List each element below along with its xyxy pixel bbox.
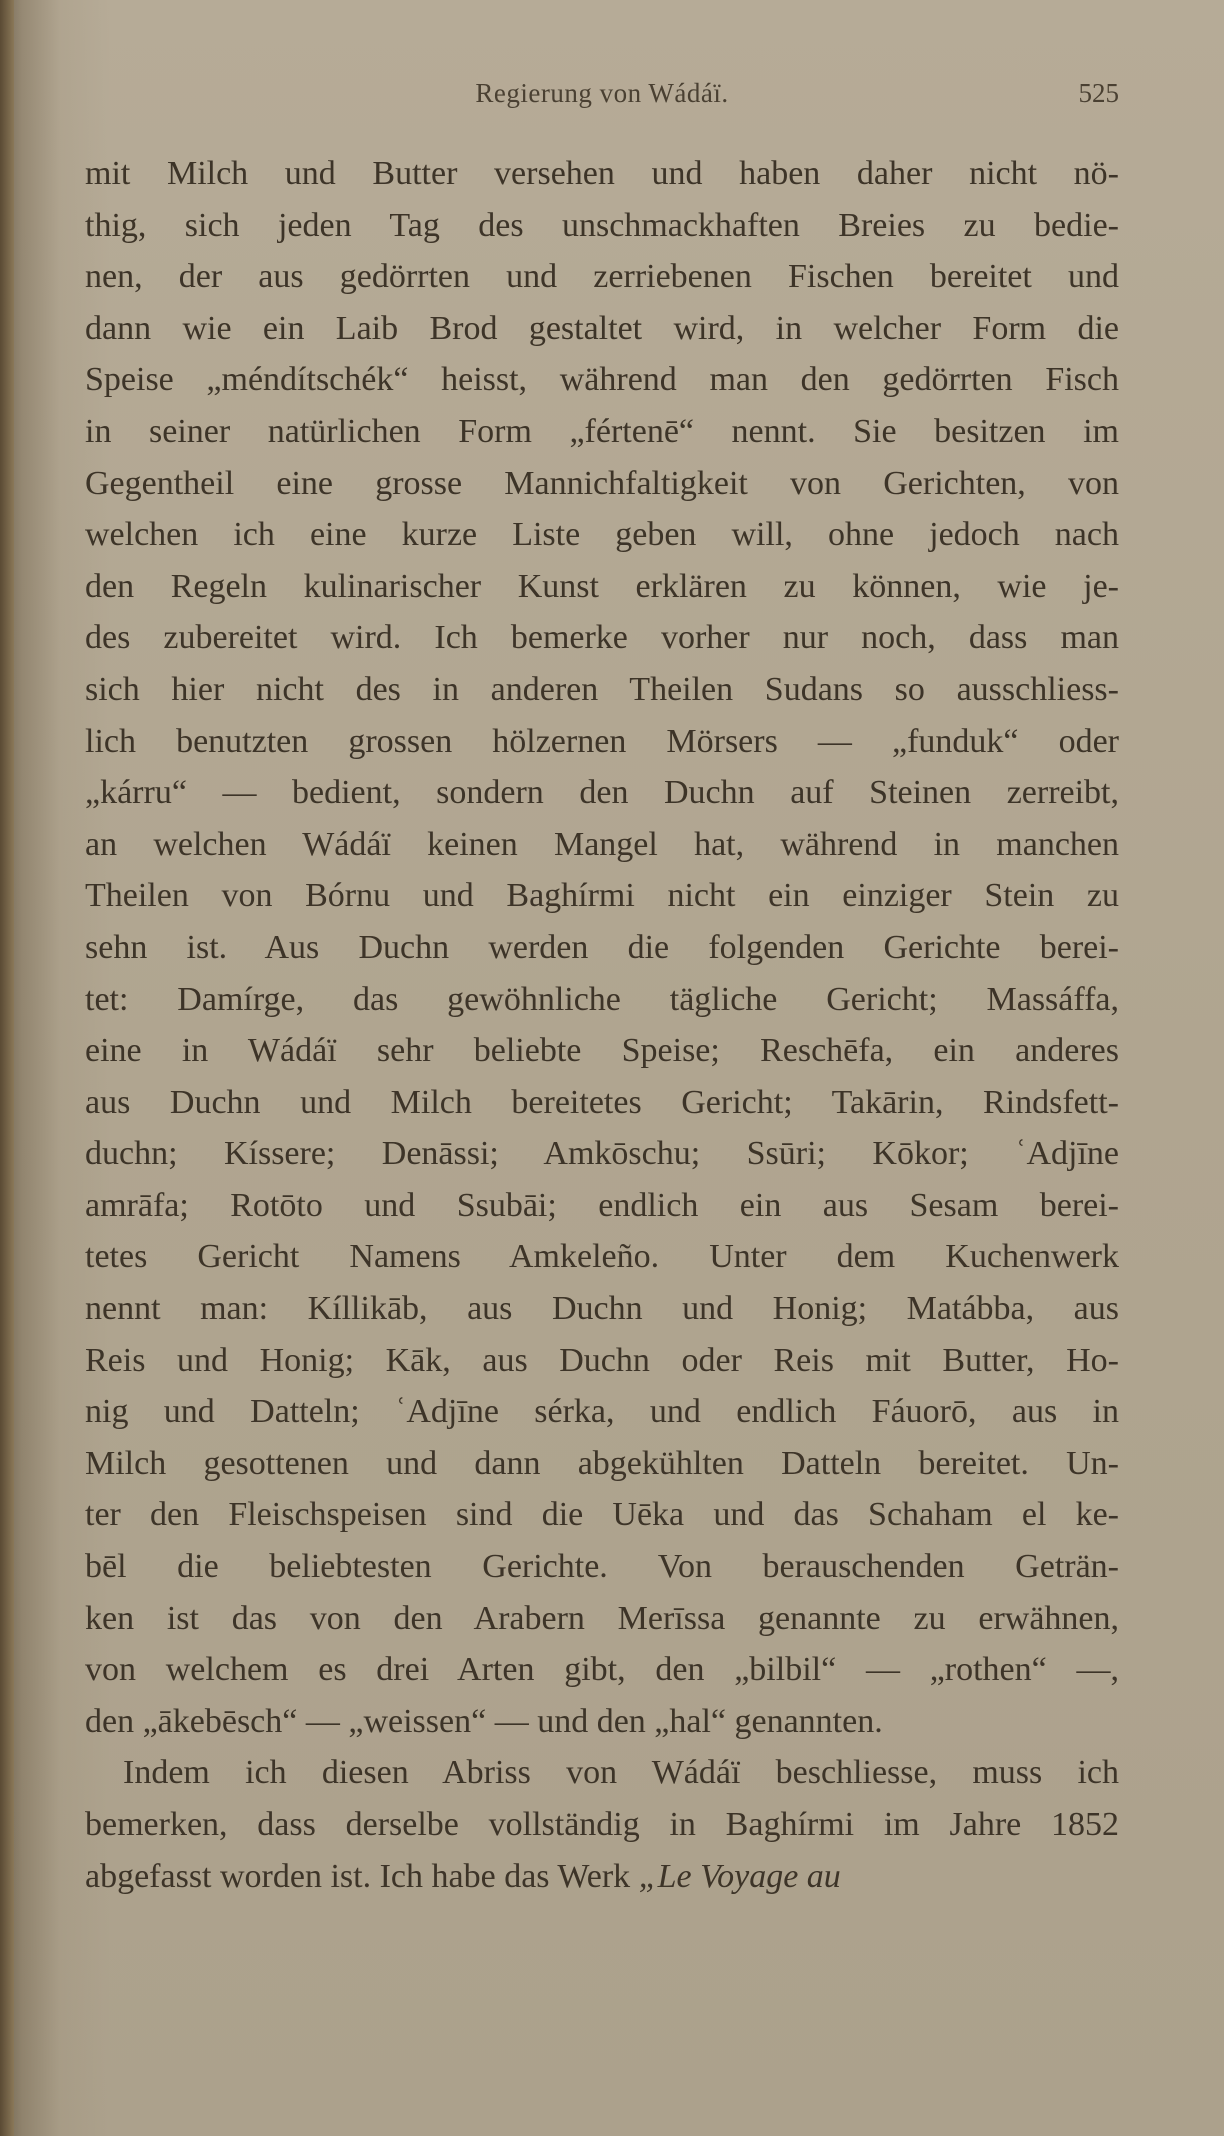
text-line: Gegentheil eine grosse Mannichfaltigkeit von Gerichten, von	[85, 464, 1119, 502]
book-spine-shadow	[0, 0, 14, 2136]
text-line: sich hier nicht des in anderen Theilen Sudans so ausschliess-	[85, 670, 1119, 708]
text-line: in seiner natürlichen Form „fértenē“ nennt. Sie besitzen im	[85, 412, 1119, 450]
text-line: duchn; Kíssere; Denāssi; Amkōschu; Ssūri; Kōkor; ʿAdjīne	[85, 1135, 1119, 1173]
text-line: bēl die beliebtesten Gerichte. Von berauschenden Geträn-	[85, 1548, 1119, 1586]
body-text	[85, 148, 1119, 1902]
text-line: nennt man: Kíllikāb, aus Duchn und Honig; Matábba, aus	[85, 1290, 1119, 1328]
text-line-prefix: abgefasst worden ist. Ich habe das Werk	[85, 1857, 639, 1895]
text-line: von welchem es drei Arten gibt, den „bilbil“ — „rothen“ —,	[85, 1651, 1119, 1689]
text-line: Theilen von Bórnu und Baghírmi nicht ein einziger Stein zu	[85, 877, 1119, 915]
text-line: tetes Gericht Namens Amkeleño. Unter dem Kuchenwerk	[85, 1238, 1119, 1276]
text-line	[85, 1851, 1119, 1903]
text-line: ter den Fleischspeisen sind die Uēka und das Schaham el ke-	[85, 1496, 1119, 1534]
text-line: mit Milch und Butter versehen und haben daher nicht nö-	[85, 155, 1119, 192]
text-line: Milch gesottenen und dann abgekühlten Datteln bereitet. Un-	[85, 1444, 1119, 1482]
page-number: 525	[1078, 78, 1119, 108]
book-title-italic: „Le Voyage au	[638, 1857, 841, 1895]
text-line: dann wie ein Laib Brod gestaltet wird, in welcher Form die	[85, 309, 1119, 347]
text-line: „kárru“ — bedient, sondern den Duchn auf Steinen zerreibt,	[85, 774, 1119, 812]
text-line: eine in Wádáï sehr beliebte Speise; Reschēfa, ein anderes	[85, 1032, 1119, 1070]
running-title: Regierung von Wádáï.	[475, 78, 729, 108]
text-line: den Regeln kulinarischer Kunst erklären zu können, wie je-	[85, 567, 1119, 605]
text-line: amrāfa; Rotōto und Ssubāi; endlich ein aus Sesam berei-	[85, 1186, 1119, 1224]
text-line: welchen ich eine kurze Liste geben will, ohne jedoch nach	[85, 516, 1119, 554]
text-line: Reis und Honig; Kāk, aus Duchn oder Reis mit Butter, Ho-	[85, 1341, 1119, 1379]
text-line: nig und Datteln; ʿAdjīne sérka, und endlich Fáuorō, aus in	[85, 1393, 1119, 1431]
paragraph-final	[85, 1747, 1119, 1902]
text-line: Indem ich diesen Abriss von Wádáï beschliesse, muss ich	[123, 1754, 1119, 1792]
text-line: des zubereitet wird. Ich bemerke vorher nur noch, dass man	[85, 619, 1119, 657]
text-line: bemerken, dass derselbe vollständig in Baghírmi im Jahre 1852	[85, 1806, 1119, 1843]
text-line: lich benutzten grossen hölzernen Mörsers — „funduk“ oder	[85, 722, 1119, 760]
text-line: nen, der aus gedörrten und zerriebenen Fischen bereitet und	[85, 258, 1119, 296]
text-line: ken ist das von den Arabern Merīssa genannte zu erwähnen,	[85, 1599, 1119, 1637]
text-line: thig, sich jeden Tag des unschmackhaften Breies zu bedie-	[85, 206, 1119, 244]
text-line: den „ākebēsch“ — „weissen“ — und den „hal“ genannten.	[85, 1702, 883, 1740]
text-line: aus Duchn und Milch bereitetes Gericht; Takārin, Rindsfett-	[85, 1083, 1119, 1121]
text-line: an welchen Wádáï keinen Mangel hat, während in manchen	[85, 825, 1119, 863]
running-header	[85, 78, 1119, 118]
text-line: Speise „méndítschék“ heisst, während man den gedörrten Fisch	[85, 361, 1119, 399]
paragraph-continued	[85, 148, 1119, 1747]
text-line: tet: Damírge, das gewöhnliche tägliche Gericht; Massáffa,	[85, 980, 1119, 1018]
text-line: sehn ist. Aus Duchn werden die folgenden Gerichte berei-	[85, 928, 1119, 966]
